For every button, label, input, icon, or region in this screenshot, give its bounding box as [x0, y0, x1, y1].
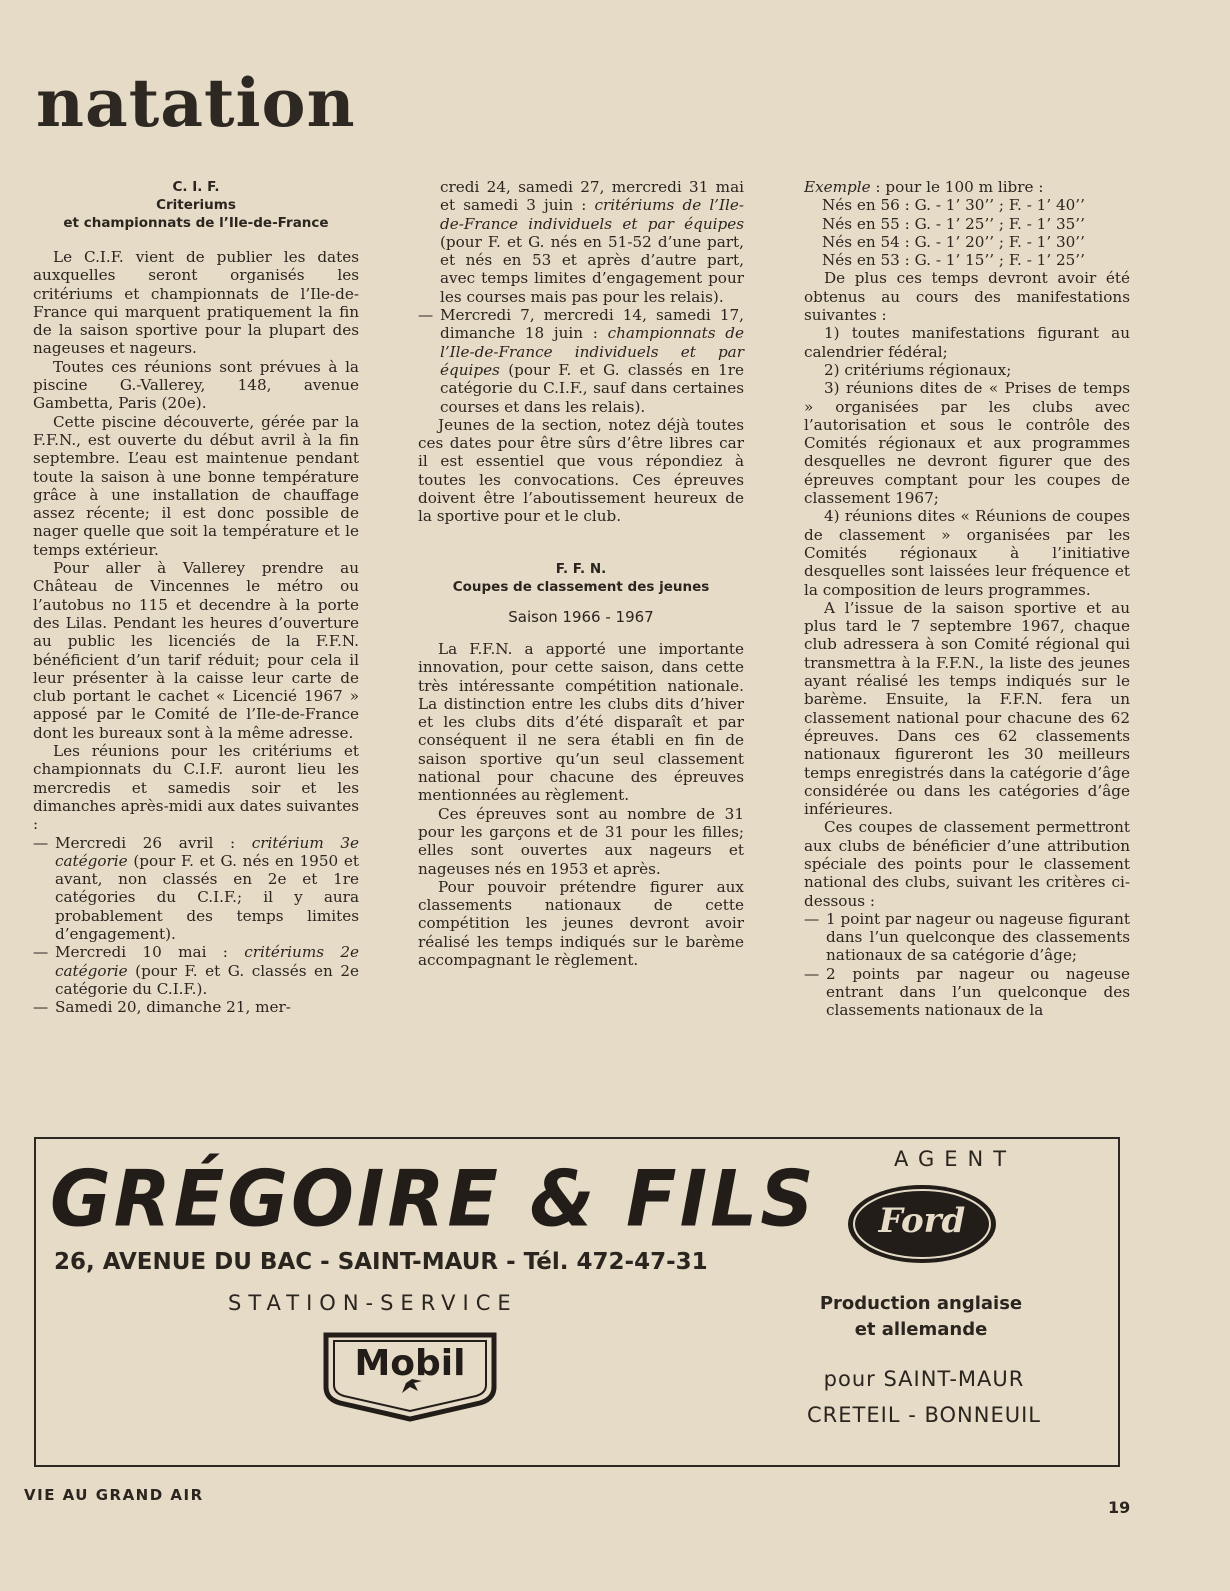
list-item: 3) réunions dites de « Prises de temps » organisées par les clubs avec l’autorisation et sous le contrôle des Comités régionaux et aux programmes desquelles ne devront figurer que des épreuves comptant pour les coupes de classement 1967; — [804, 379, 1130, 508]
paragraph: Jeunes de la section, notez déjà toutes ces dates pour être sûrs d’être libres car il est essentiel que vous répondiez à toutes les convocations. Ces épreuves doivent être l’aboutissement heureux de la sportive pour et le club. — [418, 415, 744, 526]
paragraph: La F.F.N. a apporté une importante innovation, pour cette saison, dans cette très intéressante compétition nationale. La distinction entre les clubs dits d’hiver et les clubs dits d’été disparaît et par conséquent il ne sera établi en fin de saison sportive qu’un seul classement national pour chacune des épreuves mentionnées au règlement. — [418, 639, 744, 805]
column-2 — [418, 178, 744, 969]
ford-logo — [846, 1183, 998, 1265]
page-number: 19 — [1108, 1498, 1131, 1517]
ad-locations: pour SAINT-MAUR CRETEIL - BONNEUIL — [807, 1367, 1041, 1427]
date-item: — Mercredi 26 avril : critérium 3e catégorie (pour F. et G. nés en 1950 et avant, non classés en 2e et 1re catégories du C.I.F.; il y aura probablement des temps limites d’engagement). — [33, 833, 359, 943]
cif-subtitle-2: et championnats de l’Ile-de-France — [63, 215, 329, 231]
paragraph: Ces épreuves sont au nombre de 31 pour les garçons et de 31 pour les filles; elles sont ouvertes aux nageurs et nageuses nés en 1953 et après. — [418, 804, 744, 878]
ffn-title: F. F. N. — [555, 560, 607, 577]
date-item-continued: credi 24, samedi 27, mercredi 31 mai et samedi 3 juin : critériums de l’Ile-de-France individuels et par équipes (pour F. et G. nés en 51-52 d’une part, et nés en 53 et après d’autre part, avec temps limites d’engagement pour les courses mais pas pour les relais). — [440, 178, 744, 306]
paragraph: Le C.I.F. vient de publier les dates auxquelles seront organisés les critériums et championnats de l’Ile-de-France qui marquent pratiquement la fin de la saison sportive pour la plupart des nageuses et nageurs. — [33, 248, 359, 358]
date-item: — Mercredi 10 mai : critériums 2e catégorie (pour F. et G. classés en 2e catégorie du C.I.F.). — [33, 943, 359, 998]
paragraph: Cette piscine découverte, gérée par la F.F.N., est ouverte du début avril à la fin septembre. L’eau est maintenue pendant toute la saison à une bonne température grâce à une installation de chauffage assez récente; il est donc possible de nager quelle que soit la température et le temps extérieur. — [33, 412, 359, 559]
page-title: natation — [36, 64, 356, 142]
list-item: 1) toutes manifestations figurant au calendrier fédéral; — [804, 324, 1130, 361]
list-item: 2) critériums régionaux; — [824, 360, 1012, 379]
magazine-name: VIE AU GRAND AIR — [24, 1486, 204, 1504]
paragraph: Toutes ces réunions sont prévues à la piscine G.-Vallerey, 148, avenue Gambetta, Paris (20e). — [33, 357, 359, 413]
paragraph: Ces coupes de classement permettront aux clubs de bénéficier d’une attribution spéciale des points pour le classement national des clubs, suivant les critères ci-dessous : — [804, 818, 1130, 910]
ad-address: 26, AVENUE DU BAC - SAINT-MAUR - Tél. 472-47-31 — [54, 1249, 708, 1275]
paragraph: Les réunions pour les critériums et championnats du C.I.F. auront lieu les mercredis et samedis soir et les dimanches après-midi aux dates suivantes : — [33, 742, 359, 834]
advertisement — [34, 1137, 1120, 1467]
example-row: Nés en 54 : G. - 1’ 20’’ ; F. - 1’ 30’’ — [822, 232, 1085, 251]
ad-agent-label: AGENT — [894, 1147, 1017, 1171]
date-item: — Mercredi 7, mercredi 14, samedi 17, dimanche 18 juin : championnats de l’Ile-de-France individuels et par équipes (pour F. et G. classés en 1re catégorie du C.I.F., sauf dans certaines courses et dans les relais). — [418, 306, 744, 416]
points-item: — 1 point par nageur ou nageuse figurant dans l’un quelconque des classements nationaux de sa catégorie d’âge; — [804, 909, 1130, 965]
paragraph: De plus ces temps devront avoir été obtenus au cours des manifestations suivantes : — [804, 269, 1130, 325]
list-item: 4) réunions dites « Réunions de coupes de classement » organisées par les Comités régionaux à l’initiative desquelles sont laissées leur fréquence et la composition de leurs programmes. — [804, 507, 1130, 599]
points-item: — 2 points par nageur ou nageuse entrant dans l’un quelconque des classements nationaux de la — [804, 964, 1130, 1020]
ad-production: Production anglaise et allemande — [819, 1293, 1023, 1340]
season-label: Saison 1966 - 1967 — [508, 607, 654, 626]
paragraph: A l’issue de la saison sportive et au plus tard le 7 septembre 1967, chaque club adressera à son Comité régional qui transmettra à la F.F.N., la liste des jeunes ayant réalisé les temps indiqués sur le barème. Ensuite, la F.F.N. fera un classement national pour chacune des 62 épreuves. Dans ces 62 classements nationaux figureront les 30 meilleurs temps enregistrés dans la catégorie d’âge considérée ou dans les catégories d’âge inférieures. — [804, 598, 1130, 819]
example-row: Nés en 53 : G. - 1’ 15’’ ; F. - 1’ 25’’ — [822, 251, 1085, 270]
ad-station-service: STATION-SERVICE — [228, 1291, 518, 1315]
cif-subtitle-1: Criteriums — [156, 197, 236, 213]
date-item: — Samedi 20, dimanche 21, mer- — [33, 998, 291, 1017]
column-1 — [33, 178, 359, 1016]
paragraph: Pour aller à Vallerey prendre au Château de Vincennes le métro ou l’autobus no 115 et decendre à la porte des Lilas. Pendant les heures d’ouverture au public les licenciés de la F.F.N. bénéficient d’un tarif réduit; pour cela il leur présenter à la caisse leur carte de club portant le cachet « Licencié 1967 » apposé par le Comité de l’Ile-de-France dont les bureaux sont à la même adresse. — [33, 559, 359, 742]
example-row: Nés en 56 : G. - 1’ 30’’ ; F. - 1’ 40’’ — [822, 196, 1085, 215]
example-line: Exemple : pour le 100 m libre : — [804, 178, 1044, 196]
ad-brand-name: GRÉGOIRE & FILS — [50, 1153, 817, 1245]
paragraph: Pour pouvoir prétendre figurer aux classements nationaux de cette compétition les jeunes devront avoir réalisé les temps indiqués sur le barème accompagnant le règlement. — [418, 877, 744, 969]
ford-wordmark: Ford — [878, 1201, 966, 1241]
mobil-wordmark: Mobil — [354, 1343, 466, 1384]
mobil-logo — [320, 1329, 500, 1423]
column-3 — [804, 178, 1130, 1020]
cif-title: C. I. F. — [172, 179, 220, 195]
example-row: Nés en 55 : G. - 1’ 25’’ ; F. - 1’ 35’’ — [822, 214, 1085, 233]
ffn-subtitle: Coupes de classement des jeunes — [452, 578, 710, 595]
